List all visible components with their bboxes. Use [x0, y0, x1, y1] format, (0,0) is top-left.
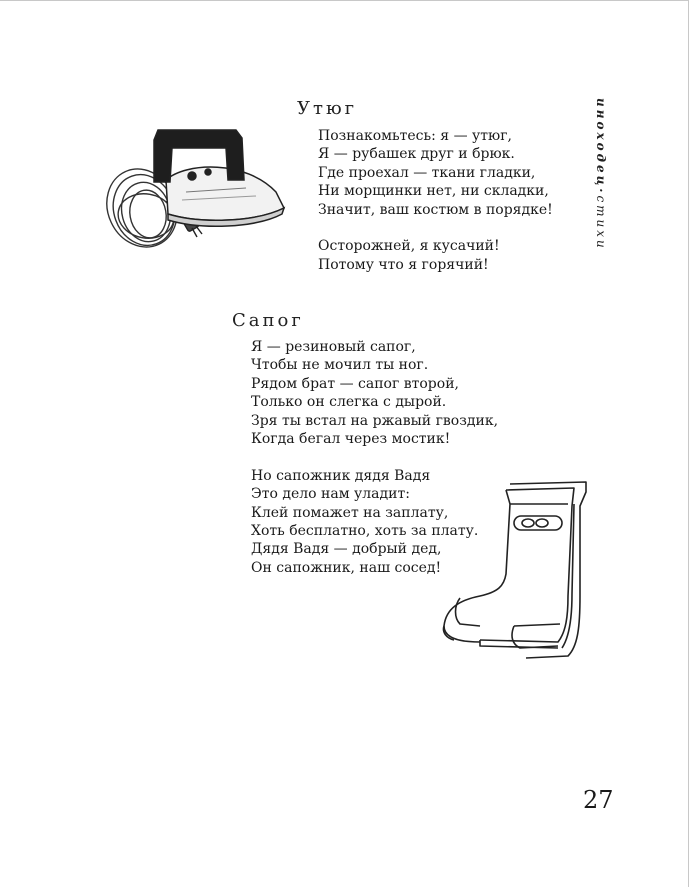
poem-line: Хоть бесплатно, хоть за плату.: [251, 523, 479, 540]
page-number: 27: [583, 786, 614, 814]
poem-line: Осторожней, я кусачий!: [318, 238, 500, 255]
poem-line: Зря ты встал на ржавый гвоздик,: [251, 412, 499, 429]
poem-line: Я — рубашек друг и брюк.: [318, 146, 515, 163]
iron-illustration: [106, 122, 288, 268]
poem-line: Это дело нам уладит:: [251, 486, 410, 503]
poem-line: Он сапожник, наш сосед!: [251, 559, 442, 576]
poem-line: Только он слегка с дырой.: [251, 394, 447, 411]
running-head-section: стихи: [594, 195, 608, 251]
poem-line: Рядом брат — сапог второй,: [251, 375, 459, 392]
poem-line: Где проехал — ткани гладки,: [318, 164, 536, 181]
poem-line: Дядя Вадя — добрый дед,: [251, 541, 442, 558]
poem-line: Ни морщинки нет, ни складки,: [318, 183, 549, 200]
poem-line: Но сапожник дядя Вадя: [251, 467, 431, 484]
running-head: [594, 98, 608, 251]
poem-line: Познакомьтесь: я — утюг,: [318, 128, 512, 144]
poem-line: Когда бегал через мостик!: [251, 431, 451, 448]
poem-line: Чтобы не мочил ты ног.: [251, 357, 429, 374]
poem-line: Клей помажет на заплату,: [251, 504, 449, 521]
poem-line: Потому что я горячий!: [318, 256, 489, 273]
running-head-collection: иноходец: [594, 98, 608, 189]
poem-title-iron: Утюг: [297, 98, 358, 119]
stanza-break: [251, 448, 498, 466]
poem-line: Я — резиновый сапог,: [251, 339, 416, 355]
poem-title-boot: Сапог: [232, 310, 304, 331]
poem-iron: [318, 127, 553, 274]
boots-illustration: [440, 476, 590, 666]
poem-line: Значит, ваш костюм в порядке!: [318, 201, 553, 218]
running-head-separator: ·: [594, 188, 608, 196]
stanza-break: [318, 219, 553, 237]
